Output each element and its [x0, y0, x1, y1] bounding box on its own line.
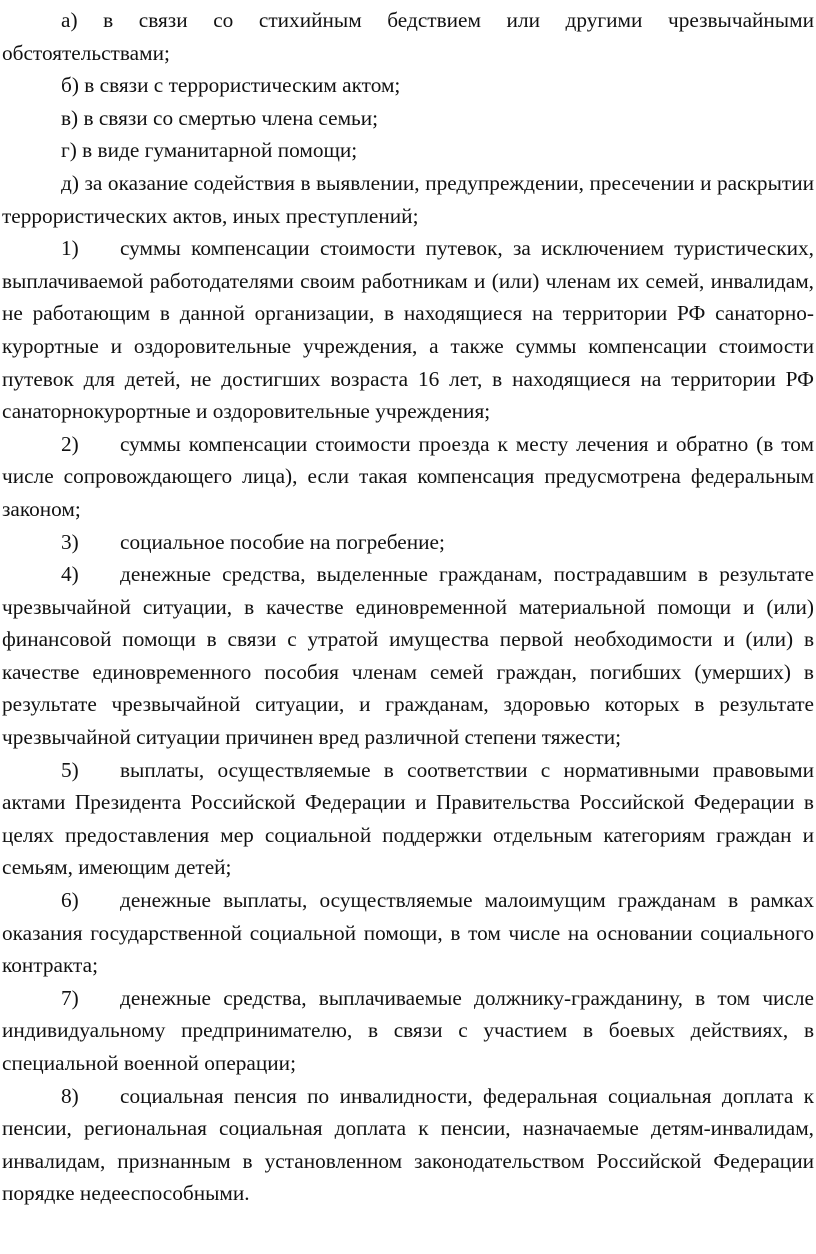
list-item-text: социальное пособие на погребение;: [120, 529, 445, 554]
list-marker: 4): [61, 562, 79, 587]
list-item-3: [2, 526, 814, 559]
paragraph-text: б) в связи с террористическим актом;: [61, 73, 401, 98]
list-marker: 6): [61, 888, 79, 913]
paragraph-text: в) в связи со смертью члена семьи;: [61, 105, 379, 130]
list-item-7: [2, 982, 814, 1080]
list-item-text: денежные выплаты, осуществляемые малоимущим гражданам в рамках оказания государственной социальной помощи, в том числе на основании социального контракта;: [2, 888, 814, 978]
list-item-6: [2, 884, 814, 982]
list-item-text: выплаты, осуществляемые в соответствии с нормативными правовыми актами Президента Российской Федерации и Правительства Российской Федерации в целях предоставления мер социальной поддержки отдельным категориям граждан и семьям, имеющим детей;: [2, 757, 814, 880]
paragraph-g: [2, 134, 814, 167]
list-item-text: социальная пенсия по инвалидности, федеральная социальная доплата к пенсии, региональная социальная доплата к пенсии, назначаемые детям-инвалидам, инвалидам, признанным в установленном законодательством Российской Федерации порядке недееспособными.: [2, 1083, 814, 1206]
paragraph-v: [2, 102, 814, 135]
list-item-text: суммы компенсации стоимости проезда к месту лечения и обратно (в том числе сопровождающего лица), если такая компенсация предусмотрена федеральным законом;: [2, 431, 814, 521]
paragraph-text: а) в связи со стихийным бедствием или другими чрезвычайными обстоятельствами;: [2, 8, 814, 65]
paragraph-text: г) в виде гуманитарной помощи;: [61, 138, 358, 163]
list-marker: 2): [61, 431, 79, 456]
list-item-text: суммы компенсации стоимости путевок, за исключением туристических, выплачиваемой работодателями своим работникам и (или) членам их семей, инвалидам, не работающим в данной организации, в находящиеся на территории РФ санаторно-курортные и оздоровительные учреждения, а также суммы компенсации стоимости путевок для детей, не достигших возраста 16 лет, в находящиеся на территории РФ санаторнокурортные и оздоровительные учреждения;: [2, 236, 814, 424]
list-item-1: [2, 232, 814, 428]
list-item-8: [2, 1080, 814, 1210]
list-marker: 3): [61, 529, 79, 554]
paragraph-text: д) за оказание содействия в выявлении, предупреждении, пресечении и раскрытии террористических актов, иных преступлений;: [2, 170, 814, 228]
paragraph-a: [2, 4, 814, 69]
list-item-5: [2, 754, 814, 884]
paragraph-b: [2, 69, 814, 102]
list-marker: 5): [61, 757, 79, 782]
list-marker: 7): [61, 985, 79, 1010]
list-marker: 1): [61, 236, 79, 261]
list-item-4: [2, 558, 814, 754]
list-item-2: [2, 428, 814, 526]
list-item-text: денежные средства, выплачиваемые должнику-гражданину, в том числе индивидуальному предпринимателю, в связи с участием в боевых действиях, в специальной военной операции;: [2, 985, 814, 1075]
list-item-text: денежные средства, выделенные гражданам, пострадавшим в результате чрезвычайной ситуации, в качестве единовременной материальной помощи и (или) финансовой помощи в связи с утратой имущества первой необходимости и (или) в качестве единовременного пособия членам семей граждан, погибших (умерших) в результате чрезвычайной ситуации, и гражданам, здоровью которых в результате чрезвычайной ситуации причинен вред различной степени тяжести;: [2, 562, 814, 750]
list-marker: 8): [61, 1083, 79, 1108]
paragraph-d: [2, 167, 814, 232]
